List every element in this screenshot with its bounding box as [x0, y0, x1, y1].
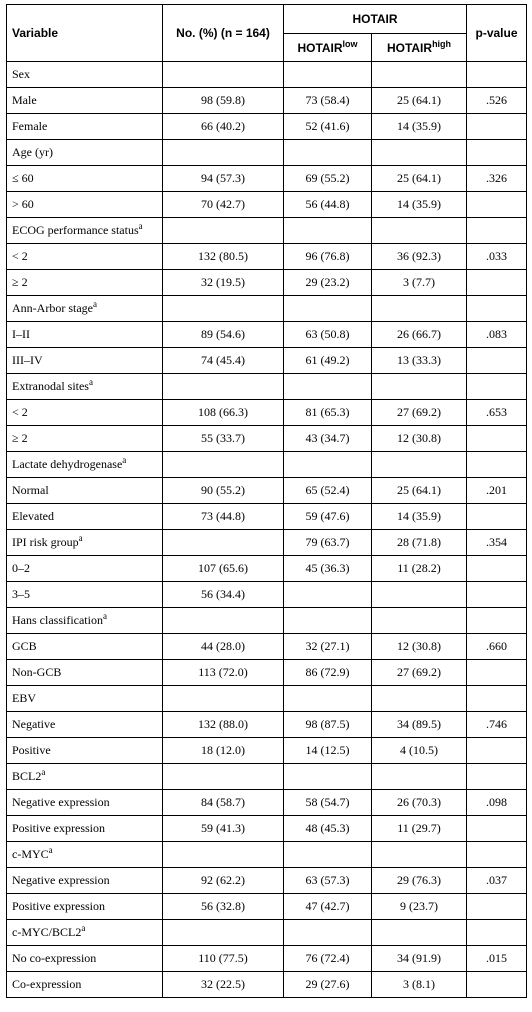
- table-body: [7, 62, 527, 998]
- row-label: Co-expression: [12, 977, 82, 991]
- cell-count: 107 (65.6): [163, 556, 284, 582]
- cell-hotair-low: [284, 62, 372, 88]
- cell-count: [163, 140, 284, 166]
- table-row: [7, 322, 527, 348]
- cell-count: 56 (32.8): [163, 894, 284, 920]
- cell-pvalue: .326: [467, 166, 527, 192]
- row-label: Negative expression: [12, 795, 110, 809]
- cell-hotair-high: [372, 140, 467, 166]
- cell-hotair-high: [372, 764, 467, 790]
- cell-count: 84 (58.7): [163, 790, 284, 816]
- cell-pvalue: .015: [467, 946, 527, 972]
- cell-count: 90 (55.2): [163, 478, 284, 504]
- row-label: < 2: [12, 405, 28, 419]
- row-label: BCL2: [12, 769, 42, 783]
- cell-pvalue: [467, 504, 527, 530]
- cell-count: [163, 686, 284, 712]
- row-label-cell: [7, 920, 163, 946]
- cell-hotair-high: [372, 582, 467, 608]
- header-pvalue: p-value: [467, 5, 527, 62]
- cell-pvalue: [467, 738, 527, 764]
- cell-hotair-high: 14 (35.9): [372, 192, 467, 218]
- table-row: [7, 62, 527, 88]
- row-label: ≤ 60: [12, 171, 34, 185]
- row-label: ≥ 2: [12, 275, 28, 289]
- row-label-cell: [7, 426, 163, 452]
- header-hotair-low: [284, 34, 372, 62]
- row-label: IPI risk group: [12, 535, 79, 549]
- table-row: [7, 296, 527, 322]
- row-label: Positive: [12, 743, 51, 757]
- row-label-cell: [7, 946, 163, 972]
- cell-pvalue: [467, 686, 527, 712]
- header-high-sup: high: [432, 38, 452, 49]
- cell-hotair-high: [372, 920, 467, 946]
- cell-count: 98 (59.8): [163, 88, 284, 114]
- cell-pvalue: [467, 192, 527, 218]
- table-row: [7, 270, 527, 296]
- row-label: III–IV: [12, 353, 43, 367]
- table-row: [7, 166, 527, 192]
- row-label-cell: [7, 686, 163, 712]
- row-label-cell: [7, 530, 163, 556]
- cell-hotair-low: 61 (49.2): [284, 348, 372, 374]
- cell-pvalue: [467, 348, 527, 374]
- cell-hotair-low: [284, 686, 372, 712]
- row-label: 3–5: [12, 587, 30, 601]
- table-row: [7, 686, 527, 712]
- cell-hotair-high: 12 (30.8): [372, 634, 467, 660]
- cell-pvalue: [467, 582, 527, 608]
- cell-pvalue: [467, 426, 527, 452]
- table-row: [7, 816, 527, 842]
- cell-count: 74 (45.4): [163, 348, 284, 374]
- row-label: Positive expression: [12, 899, 105, 913]
- cell-pvalue: [467, 218, 527, 244]
- row-label-footnote: a: [81, 923, 86, 933]
- cell-pvalue: [467, 114, 527, 140]
- cell-hotair-low: 43 (34.7): [284, 426, 372, 452]
- cell-count: [163, 296, 284, 322]
- cell-hotair-high: [372, 296, 467, 322]
- cell-hotair-low: 32 (27.1): [284, 634, 372, 660]
- cell-count: [163, 452, 284, 478]
- cell-pvalue: [467, 972, 527, 998]
- cell-pvalue: [467, 920, 527, 946]
- row-label-cell: [7, 218, 163, 244]
- cell-count: 73 (44.8): [163, 504, 284, 530]
- row-label: Ann-Arbor stage: [12, 301, 93, 315]
- row-label: Lactate dehydrogenase: [12, 457, 123, 471]
- cell-hotair-high: 36 (92.3): [372, 244, 467, 270]
- cell-hotair-high: 14 (35.9): [372, 504, 467, 530]
- cell-hotair-high: [372, 686, 467, 712]
- row-label-cell: [7, 556, 163, 582]
- cell-pvalue: [467, 660, 527, 686]
- cell-count: 70 (42.7): [163, 192, 284, 218]
- cell-pvalue: .201: [467, 478, 527, 504]
- row-label: ≥ 2: [12, 431, 28, 445]
- cell-pvalue: [467, 608, 527, 634]
- cell-pvalue: .033: [467, 244, 527, 270]
- cell-hotair-low: [284, 452, 372, 478]
- cell-hotair-low: 29 (23.2): [284, 270, 372, 296]
- cell-count: 66 (40.2): [163, 114, 284, 140]
- row-label-cell: [7, 322, 163, 348]
- cell-hotair-high: [372, 842, 467, 868]
- row-label: < 2: [12, 249, 28, 263]
- row-label: No co-expression: [12, 951, 97, 965]
- row-label: Non-GCB: [12, 665, 62, 679]
- data-table: [6, 4, 527, 998]
- row-label: c-MYC/BCL2: [12, 925, 82, 939]
- row-label: I–II: [12, 327, 30, 341]
- cell-count: 94 (57.3): [163, 166, 284, 192]
- row-label-cell: [7, 712, 163, 738]
- table-row: [7, 660, 527, 686]
- row-label-footnote: a: [102, 611, 107, 621]
- cell-hotair-low: [284, 608, 372, 634]
- cell-pvalue: .098: [467, 790, 527, 816]
- cell-pvalue: [467, 556, 527, 582]
- cell-hotair-high: 25 (64.1): [372, 166, 467, 192]
- table-row: [7, 348, 527, 374]
- row-label-cell: [7, 660, 163, 686]
- cell-pvalue: .746: [467, 712, 527, 738]
- cell-hotair-low: 63 (57.3): [284, 868, 372, 894]
- row-label: > 60: [12, 197, 34, 211]
- row-label: Normal: [12, 483, 49, 497]
- cell-hotair-low: 29 (27.6): [284, 972, 372, 998]
- cell-count: 32 (19.5): [163, 270, 284, 296]
- row-label-footnote: a: [138, 221, 143, 231]
- table-row: [7, 634, 527, 660]
- row-label: Negative expression: [12, 873, 110, 887]
- row-label-cell: [7, 894, 163, 920]
- row-label-footnote: a: [92, 299, 97, 309]
- table-row: [7, 894, 527, 920]
- row-label-cell: [7, 738, 163, 764]
- table-row: [7, 140, 527, 166]
- cell-hotair-high: 28 (71.8): [372, 530, 467, 556]
- table-row: [7, 920, 527, 946]
- cell-count: 55 (33.7): [163, 426, 284, 452]
- cell-hotair-low: 73 (58.4): [284, 88, 372, 114]
- cell-pvalue: [467, 374, 527, 400]
- cell-hotair-high: 26 (66.7): [372, 322, 467, 348]
- cell-hotair-high: 27 (69.2): [372, 400, 467, 426]
- cell-hotair-low: 14 (12.5): [284, 738, 372, 764]
- cell-hotair-high: 13 (33.3): [372, 348, 467, 374]
- header-count: No. (%) (n = 164): [163, 5, 284, 62]
- row-label-cell: [7, 62, 163, 88]
- row-label: Male: [12, 93, 37, 107]
- row-label: Female: [12, 119, 48, 133]
- table-row: [7, 582, 527, 608]
- cell-pvalue: .653: [467, 400, 527, 426]
- cell-count: 92 (62.2): [163, 868, 284, 894]
- row-label-cell: [7, 88, 163, 114]
- cell-hotair-high: 25 (64.1): [372, 478, 467, 504]
- header-hotair: HOTAIR: [284, 5, 467, 34]
- table-row: [7, 478, 527, 504]
- table-row: [7, 192, 527, 218]
- cell-hotair-high: 34 (91.9): [372, 946, 467, 972]
- cell-count: 132 (80.5): [163, 244, 284, 270]
- row-label-cell: [7, 296, 163, 322]
- table-row: [7, 972, 527, 998]
- cell-hotair-high: 25 (64.1): [372, 88, 467, 114]
- cell-hotair-low: [284, 920, 372, 946]
- row-label-cell: [7, 244, 163, 270]
- cell-hotair-low: [284, 296, 372, 322]
- table-row: [7, 608, 527, 634]
- row-label-cell: [7, 764, 163, 790]
- row-label: 0–2: [12, 561, 30, 575]
- cell-hotair-low: [284, 842, 372, 868]
- cell-hotair-low: 69 (55.2): [284, 166, 372, 192]
- cell-hotair-low: 65 (52.4): [284, 478, 372, 504]
- header-hotair-low-text: HOTAIR: [297, 40, 343, 55]
- cell-pvalue: [467, 894, 527, 920]
- table-row: [7, 946, 527, 972]
- row-label-footnote: a: [41, 767, 46, 777]
- cell-pvalue: .526: [467, 88, 527, 114]
- cell-hotair-high: [372, 608, 467, 634]
- row-label-cell: [7, 192, 163, 218]
- cell-pvalue: .083: [467, 322, 527, 348]
- cell-hotair-low: [284, 582, 372, 608]
- cell-count: [163, 920, 284, 946]
- cell-hotair-low: [284, 764, 372, 790]
- table-row: [7, 842, 527, 868]
- row-label-footnote: a: [78, 533, 83, 543]
- row-label-cell: [7, 270, 163, 296]
- table-row: [7, 764, 527, 790]
- cell-count: [163, 764, 284, 790]
- cell-hotair-low: 59 (47.6): [284, 504, 372, 530]
- cell-count: [163, 62, 284, 88]
- cell-hotair-high: 4 (10.5): [372, 738, 467, 764]
- cell-hotair-high: [372, 218, 467, 244]
- cell-count: 59 (41.3): [163, 816, 284, 842]
- cell-hotair-low: 96 (76.8): [284, 244, 372, 270]
- table-row: [7, 218, 527, 244]
- cell-pvalue: [467, 140, 527, 166]
- cell-hotair-low: 81 (65.3): [284, 400, 372, 426]
- header-low-sup: low: [342, 38, 358, 49]
- cell-hotair-low: [284, 140, 372, 166]
- row-label-footnote: a: [48, 845, 53, 855]
- row-label: Extranodal sites: [12, 379, 89, 393]
- row-label-cell: [7, 972, 163, 998]
- row-label: Negative: [12, 717, 56, 731]
- header-hotair-high: [372, 34, 467, 62]
- cell-pvalue: [467, 764, 527, 790]
- row-label-cell: [7, 114, 163, 140]
- row-label-cell: [7, 582, 163, 608]
- row-label-cell: [7, 608, 163, 634]
- cell-hotair-low: 98 (87.5): [284, 712, 372, 738]
- cell-hotair-low: 52 (41.6): [284, 114, 372, 140]
- row-label: Age (yr): [12, 145, 53, 159]
- cell-hotair-low: 86 (72.9): [284, 660, 372, 686]
- cell-count: [163, 608, 284, 634]
- table-row: [7, 88, 527, 114]
- cell-hotair-high: 11 (29.7): [372, 816, 467, 842]
- row-label: EBV: [12, 691, 36, 705]
- cell-count: [163, 842, 284, 868]
- table-row: [7, 374, 527, 400]
- cell-hotair-high: 29 (76.3): [372, 868, 467, 894]
- row-label-cell: [7, 348, 163, 374]
- cell-hotair-high: [372, 452, 467, 478]
- row-label-cell: [7, 140, 163, 166]
- row-label-cell: [7, 400, 163, 426]
- table-row: [7, 738, 527, 764]
- row-label: Hans classification: [12, 613, 103, 627]
- cell-count: [163, 218, 284, 244]
- table-row: [7, 868, 527, 894]
- table-row: [7, 556, 527, 582]
- cell-hotair-low: [284, 218, 372, 244]
- row-label-footnote: a: [88, 377, 93, 387]
- row-label: Sex: [12, 67, 30, 81]
- row-label-cell: [7, 452, 163, 478]
- row-label-cell: [7, 166, 163, 192]
- row-label-cell: [7, 868, 163, 894]
- cell-count: [163, 374, 284, 400]
- table-row: [7, 712, 527, 738]
- row-label-cell: [7, 842, 163, 868]
- cell-pvalue: .354: [467, 530, 527, 556]
- cell-pvalue: [467, 270, 527, 296]
- cell-count: 110 (77.5): [163, 946, 284, 972]
- table-row: [7, 114, 527, 140]
- cell-count: 18 (12.0): [163, 738, 284, 764]
- cell-pvalue: .660: [467, 634, 527, 660]
- cell-hotair-high: 26 (70.3): [372, 790, 467, 816]
- cell-hotair-low: 47 (42.7): [284, 894, 372, 920]
- table-row: [7, 426, 527, 452]
- row-label-cell: [7, 790, 163, 816]
- cell-count: 56 (34.4): [163, 582, 284, 608]
- row-label-cell: [7, 634, 163, 660]
- row-label-cell: [7, 504, 163, 530]
- table-row: [7, 504, 527, 530]
- cell-hotair-low: [284, 374, 372, 400]
- row-label-cell: [7, 374, 163, 400]
- cell-hotair-low: 58 (54.7): [284, 790, 372, 816]
- cell-hotair-low: 76 (72.4): [284, 946, 372, 972]
- cell-count: 44 (28.0): [163, 634, 284, 660]
- cell-hotair-low: 56 (44.8): [284, 192, 372, 218]
- cell-count: 132 (88.0): [163, 712, 284, 738]
- cell-hotair-high: 27 (69.2): [372, 660, 467, 686]
- header-variable: Variable: [7, 5, 163, 62]
- cell-hotair-high: 12 (30.8): [372, 426, 467, 452]
- cell-hotair-high: [372, 62, 467, 88]
- table-row: [7, 452, 527, 478]
- cell-hotair-low: 79 (63.7): [284, 530, 372, 556]
- cell-hotair-high: 14 (35.9): [372, 114, 467, 140]
- header-hotair-high-text: HOTAIR: [386, 40, 433, 55]
- row-label-footnote: a: [122, 455, 127, 465]
- cell-pvalue: .037: [467, 868, 527, 894]
- row-label: ECOG performance status: [12, 223, 139, 237]
- row-label: Positive expression: [12, 821, 105, 835]
- cell-count: 32 (22.5): [163, 972, 284, 998]
- cell-count: 89 (54.6): [163, 322, 284, 348]
- table-row: [7, 400, 527, 426]
- cell-count: 113 (72.0): [163, 660, 284, 686]
- cell-pvalue: [467, 452, 527, 478]
- row-label: c-MYC: [12, 847, 49, 861]
- cell-pvalue: [467, 296, 527, 322]
- cell-hotair-high: 34 (89.5): [372, 712, 467, 738]
- row-label: GCB: [12, 639, 37, 653]
- cell-hotair-low: 45 (36.3): [284, 556, 372, 582]
- table-row: [7, 790, 527, 816]
- cell-hotair-high: 3 (8.1): [372, 972, 467, 998]
- cell-count: [163, 530, 284, 556]
- cell-count: 108 (66.3): [163, 400, 284, 426]
- cell-pvalue: [467, 842, 527, 868]
- cell-hotair-high: 3 (7.7): [372, 270, 467, 296]
- row-label-cell: [7, 478, 163, 504]
- row-label: Elevated: [12, 509, 54, 523]
- cell-hotair-high: 11 (28.2): [372, 556, 467, 582]
- cell-hotair-low: 63 (50.8): [284, 322, 372, 348]
- cell-hotair-high: 9 (23.7): [372, 894, 467, 920]
- cell-hotair-low: 48 (45.3): [284, 816, 372, 842]
- row-label-cell: [7, 816, 163, 842]
- cell-pvalue: [467, 816, 527, 842]
- cell-pvalue: [467, 62, 527, 88]
- table-row: [7, 530, 527, 556]
- table-row: [7, 244, 527, 270]
- cell-hotair-high: [372, 374, 467, 400]
